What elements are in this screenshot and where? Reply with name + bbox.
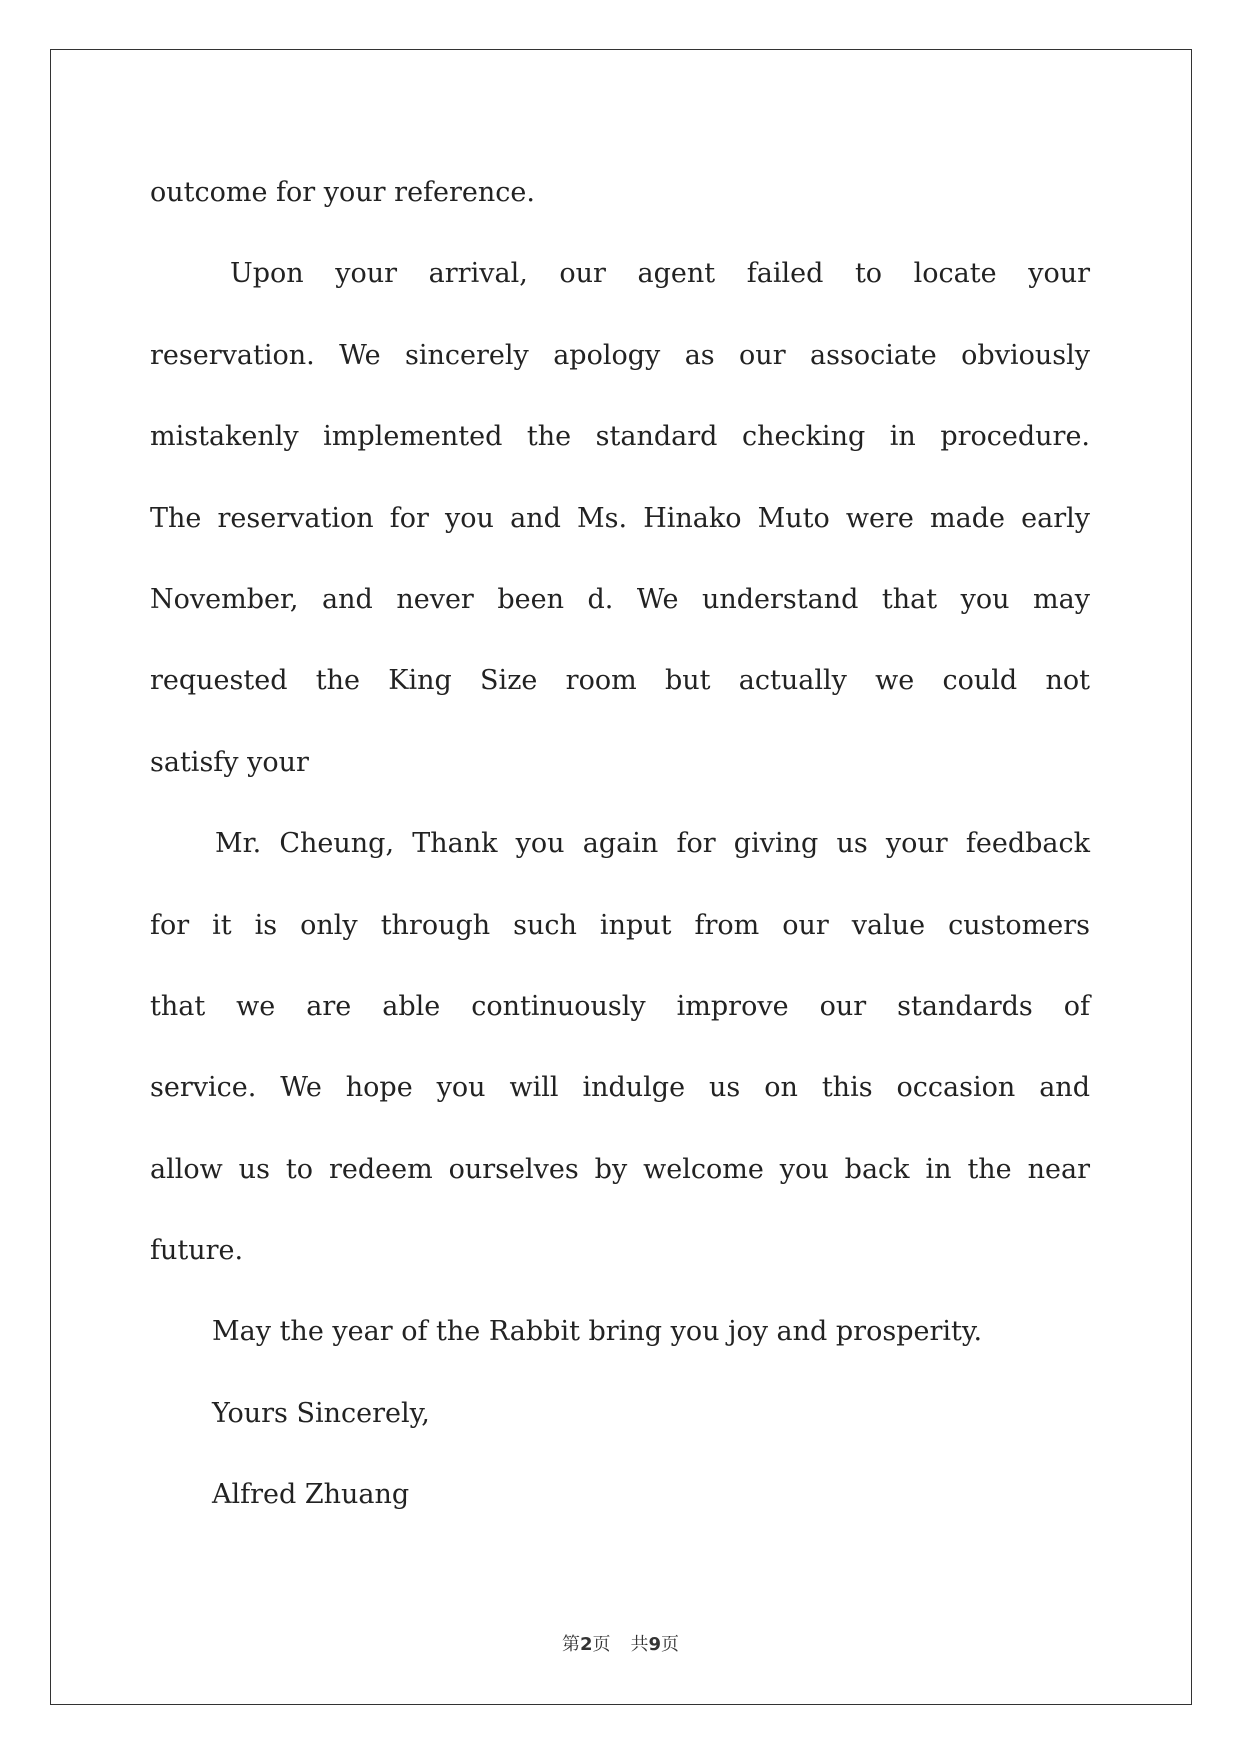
text-line: mistakenly implemented the standard checking in procedure. xyxy=(150,421,1090,453)
text-line: for it is only through such input from our value customers xyxy=(150,909,1090,941)
page-suffix: 页 xyxy=(592,1634,611,1655)
text-line: satisfy your xyxy=(150,746,309,778)
page-footer xyxy=(0,1630,1241,1656)
page-number: 2 xyxy=(579,1634,593,1655)
text-line: Upon your arrival, our agent failed to locate your xyxy=(230,258,1090,290)
text-line: outcome for your reference. xyxy=(150,177,535,208)
page-prefix: 第 xyxy=(561,1634,580,1655)
signature-name: Alfred Zhuang xyxy=(212,1479,410,1511)
closing-salutation: Yours Sincerely, xyxy=(212,1397,430,1429)
total-prefix: 共 xyxy=(630,1634,649,1655)
text-line: service. We hope you will indulge us on this occasion and xyxy=(150,1072,1090,1104)
text-line: The reservation for you and Ms. Hinako Muto were made early xyxy=(150,502,1090,534)
total-suffix: 页 xyxy=(661,1634,680,1655)
text-line: that we are able continuously improve our standards of xyxy=(150,990,1090,1022)
text-line: requested the King Size room but actually we could not xyxy=(150,665,1090,697)
letter-body xyxy=(150,164,1090,1548)
total-pages: 9 xyxy=(648,1634,662,1655)
text-line: Mr. Cheung, Thank you again for giving us your feedback xyxy=(215,828,1090,860)
text-line: November, and never been d. We understand that you may xyxy=(150,583,1090,615)
text-line: allow us to redeem ourselves by welcome you back in the near xyxy=(150,1153,1090,1185)
text-line: future. xyxy=(150,1235,244,1267)
text-line: reservation. We sincerely apology as our associate obviously xyxy=(150,339,1090,371)
text-line: May the year of the Rabbit bring you joy and prosperity. xyxy=(212,1316,983,1348)
